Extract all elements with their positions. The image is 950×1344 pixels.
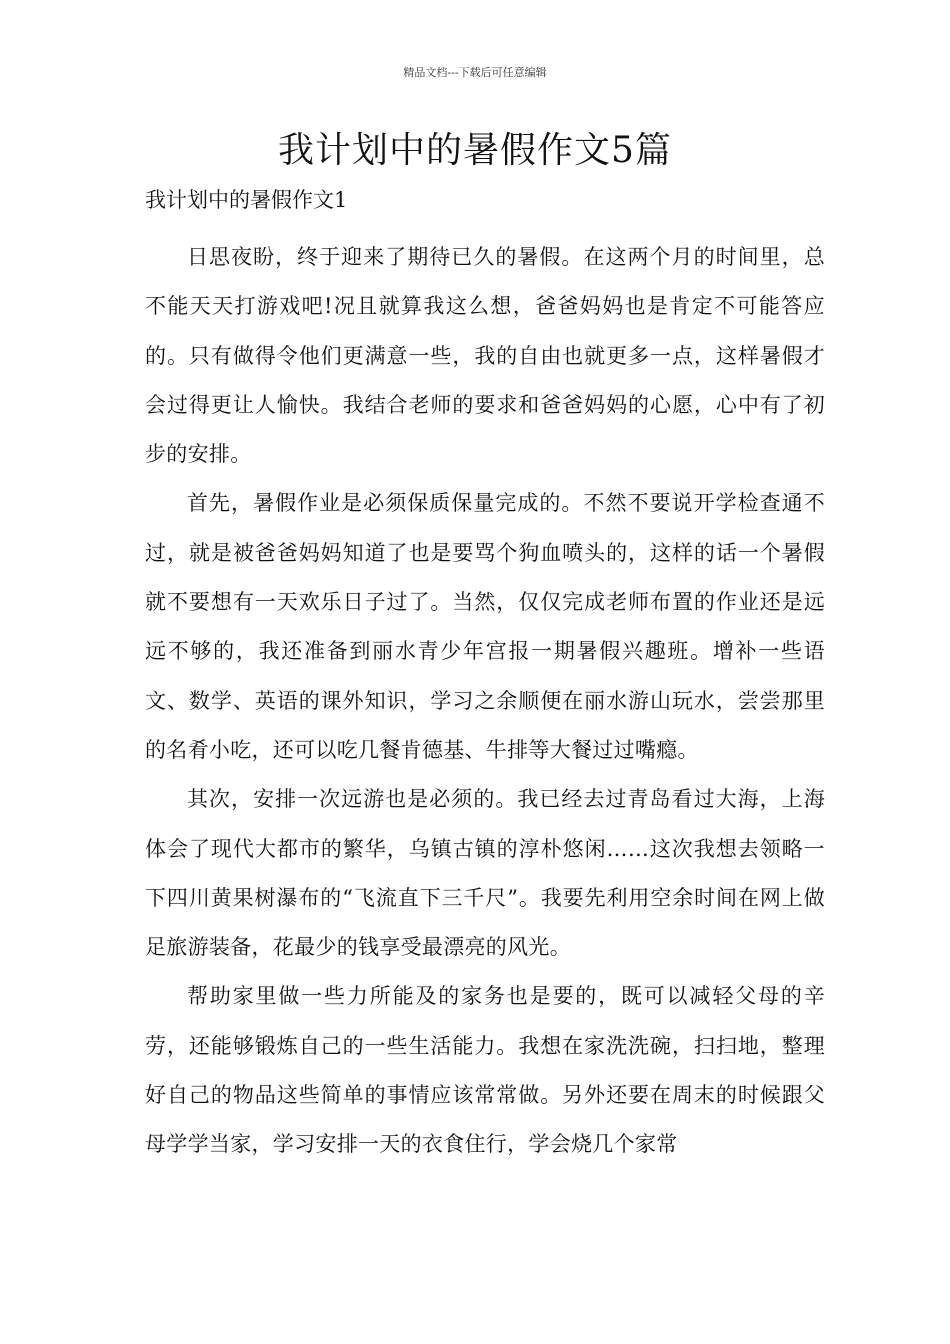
document-title: 我计划中的暑假作文5篇 <box>278 130 672 171</box>
paragraph: 首先，暑假作业是必须保质保量完成的。不然不要说开学检查通不过，就是被爸爸妈妈知道了也是要骂个狗血喷头的，这样的话一个暑假就不要想有一天欢乐日子过了。当然，仅仅完成老师布置的作业还是远远不够的，我还准备到丽水青少年宫报一期暑假兴趣班。增补一些语文、数学、英语的课外知识，学习之余顺便在丽水游山玩水，尝尝那里的名肴小吃，还可以吃几餐肯德基、牛排等大餐过过嘴瘾。 <box>145 491 825 762</box>
body-text <box>145 233 825 1170</box>
header-note: 精品文档---下载后可任意编辑 <box>403 66 547 79</box>
paragraph: 帮助家里做一些力所能及的家务也是要的，既可以减轻父母的辛劳，还能够锻炼自己的一些生活能力。我想在家洗洗碗，扫扫地，整理好自己的物品这些简单的事情应该常常做。另外还要在周末的时候跟父母学学当家，学习安排一天的衣食住行，学会烧几个家常 <box>145 984 825 1157</box>
paragraph: 其次，安排一次远游也是必须的。我已经去过青岛看过大海，上海体会了现代大都市的繁华，乌镇古镇的淳朴悠闲……这次我想去领略一下四川黄果树瀑布的“飞流直下三千尺”。我要先利用空余时间在网上做足旅游装备，花最少的钱享受最漂亮的风光。 <box>145 787 825 960</box>
paragraph: 日思夜盼，终于迎来了期待已久的暑假。在这两个月的时间里，总不能天天打游戏吧!况且就算我这么想，爸爸妈妈也是肯定不可能答应的。只有做得令他们更满意一些，我的自由也就更多一点，这样暑假才会过得更让人愉快。我结合老师的要求和爸爸妈妈的心愿，心中有了初步的安排。 <box>145 245 825 467</box>
section-heading: 我计划中的暑假作文1 <box>145 188 348 212</box>
